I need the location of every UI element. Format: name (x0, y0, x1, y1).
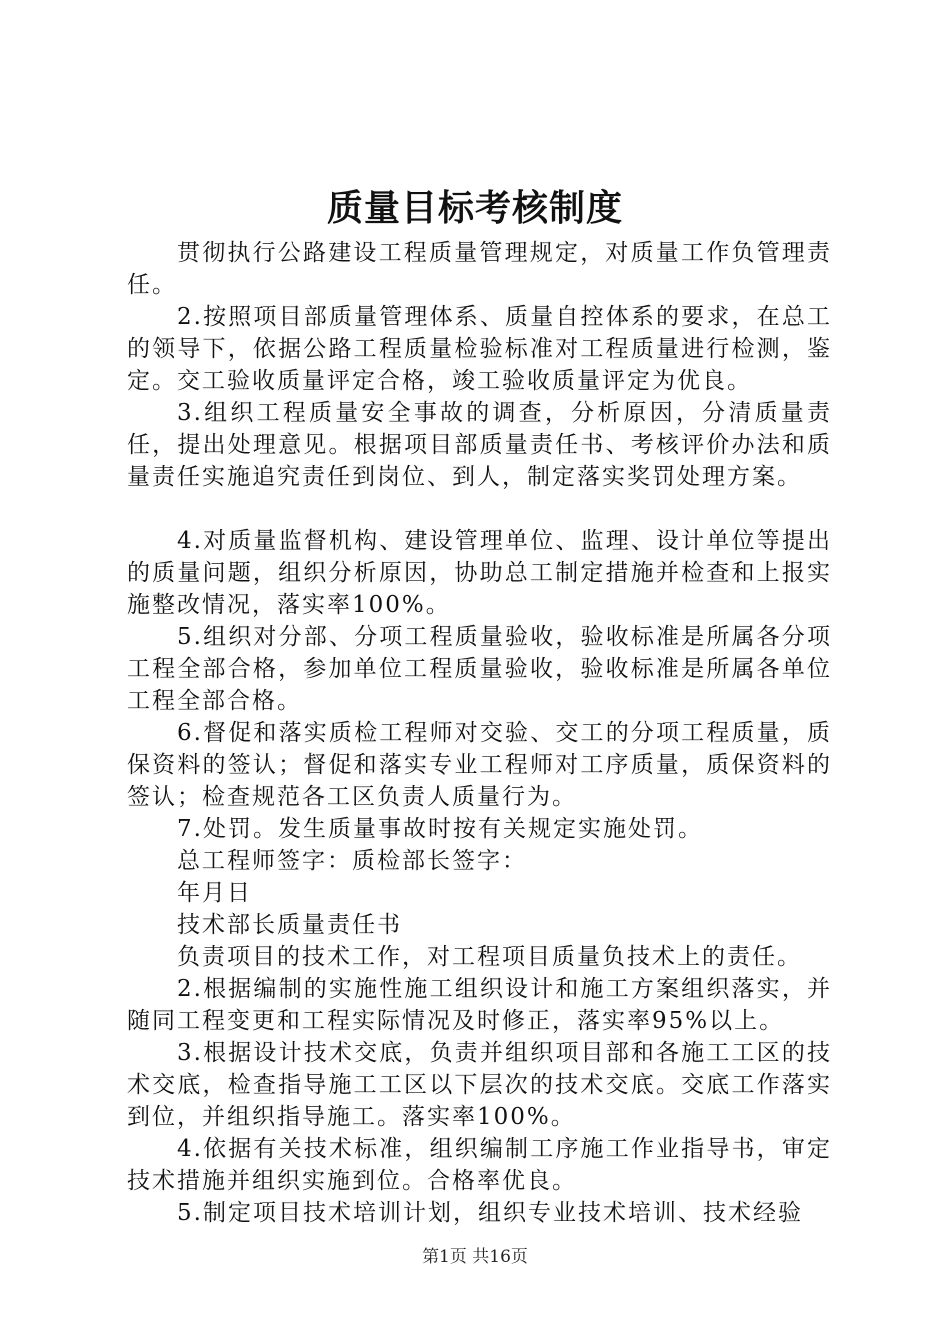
document-title: 质量目标考核制度 (326, 187, 623, 229)
blank-line (127, 493, 832, 525)
paragraph: 2.根据编制的实施性施工组织设计和施工方案组织落实，并随同工程变更和工程实际情况及时修正，落实率95%以上。 (127, 976, 832, 1034)
paragraph: 2.按照项目部质量管理体系、质量自控体系的要求，在总工的领导下，依据公路工程质量检验标准对工程质量进行检测，鉴定。交工验收质量评定合格，竣工验收质量评定为优良。 (127, 304, 832, 394)
paragraph: 5.组织对分部、分项工程质量验收，验收标准是所属各分项工程全部合格，参加单位工程质量验收，验收标准是所属各单位工程全部合格。 (127, 624, 832, 714)
paragraph: 5.制定项目技术培训计划，组织专业技术培训、技术经验 (177, 1200, 803, 1226)
paragraph: 负责项目的技术工作，对工程项目质量负技术上的责任。 (177, 944, 802, 970)
paragraph: 7.处罚。发生质量事故时按有关规定实施处罚。 (177, 816, 703, 842)
paragraph: 3.根据设计技术交底，负责并组织项目部和各施工工区的技术交底，检查指导施工工区以下层次的技术交底。交底工作落实到位，并组织指导施工。落实率100%。 (127, 1040, 832, 1130)
date-line: 年月日 (177, 880, 252, 906)
page-footer: 第1页 共16页 (422, 1247, 528, 1267)
paragraph: 贯彻执行公路建设工程质量管理规定，对质量工作负管理责任。 (127, 240, 832, 298)
signature-line: 总工程师签字：质检部长签字： (177, 848, 527, 874)
paragraph: 6.督促和落实质检工程师对交验、交工的分项工程质量，质保资料的签认；督促和落实专业工程师对工序质量，质保资料的签认；检查规范各工区负责人质量行为。 (127, 720, 832, 810)
paragraph: 4.对质量监督机构、建设管理单位、监理、设计单位等提出的质量问题，组织分析原因，协助总工制定措施并检查和上报实施整改情况，落实率100%。 (127, 528, 832, 618)
paragraph: 3.组织工程质量安全事故的调查，分析原因，分清质量责任，提出处理意见。根据项目部质量责任书、考核评价办法和质量责任实施追究责任到岗位、到人，制定落实奖罚处理方案。 (127, 400, 832, 490)
section-heading: 技术部长质量责任书 (177, 912, 402, 938)
paragraph: 4.依据有关技术标准，组织编制工序施工作业指导书，审定技术措施并组织实施到位。合格率优良。 (127, 1136, 832, 1194)
document-body (127, 237, 832, 1229)
